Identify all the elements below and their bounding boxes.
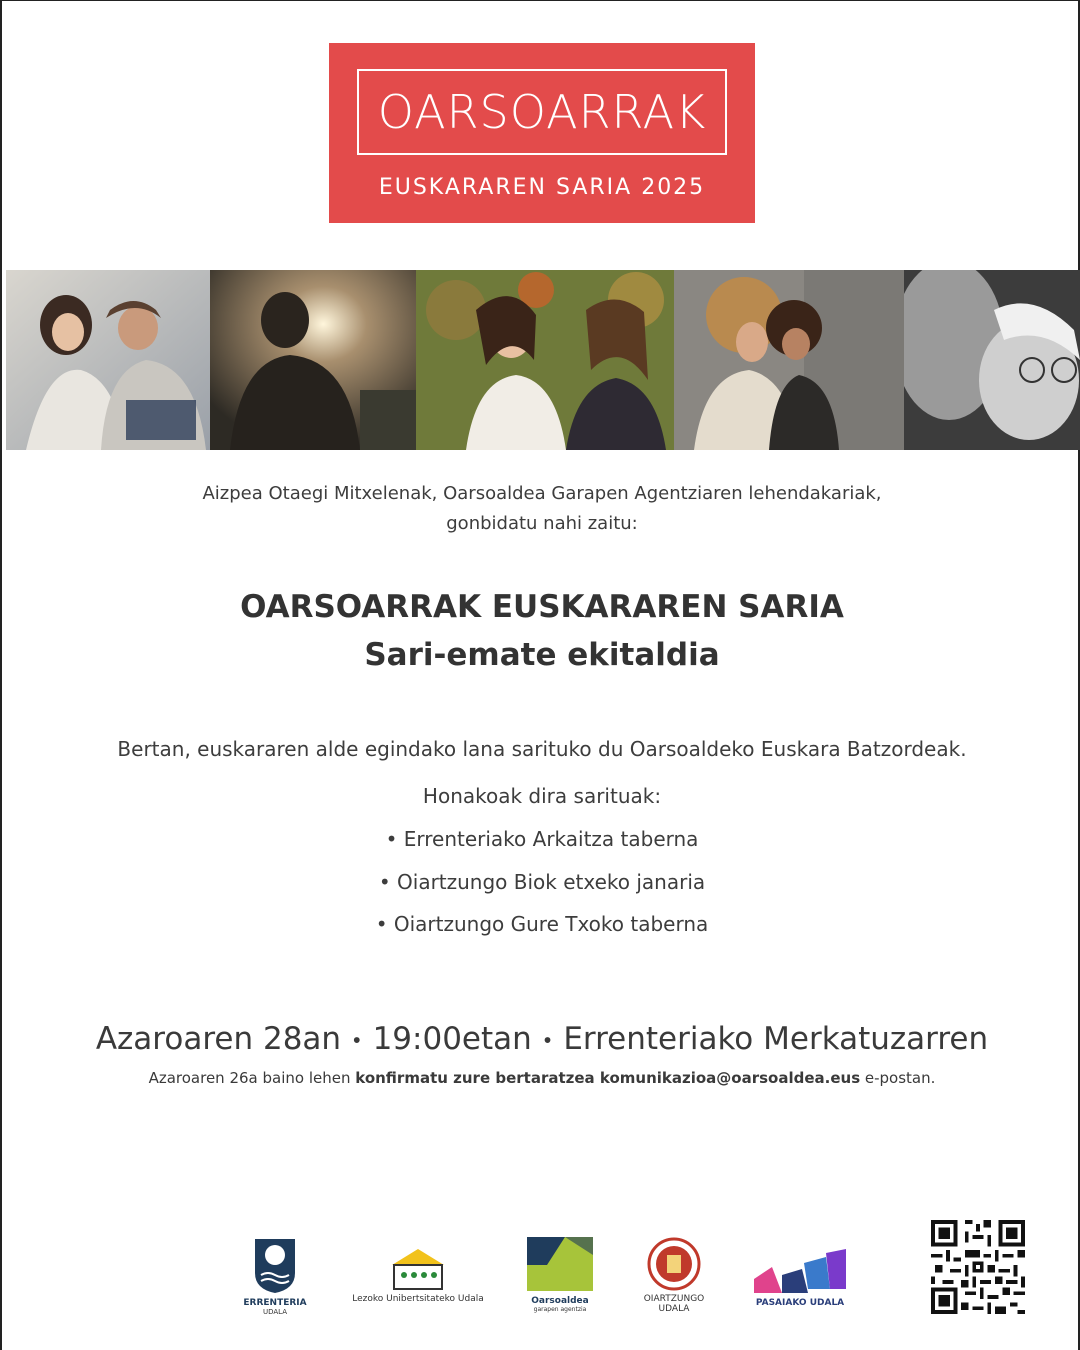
oiartzun-label: OIARTZUNGO [643, 1294, 705, 1304]
lezo-building-icon [388, 1247, 448, 1291]
logo-title: OARSOARRAK [377, 85, 707, 139]
event-separator: • [350, 1028, 363, 1053]
oarsoaldea-logo [522, 1235, 598, 1313]
photo-elderly-couple [904, 270, 1080, 450]
confirm-text [2, 1069, 1080, 1087]
event-date: Azaroaren 28an [95, 1021, 342, 1057]
event-details [2, 1021, 1080, 1057]
logo-frame [357, 69, 727, 155]
oiartzun-logo [638, 1237, 710, 1314]
oarsoaldea-label: Oarsoaldea [531, 1296, 589, 1306]
errenteria-shield-icon [253, 1237, 297, 1295]
qr-code-icon[interactable] [931, 1220, 1025, 1314]
winner-item: • Oiartzungo Gure Txoko taberna [375, 912, 709, 936]
confirm-suffix: e-postan. [860, 1069, 936, 1087]
pasaia-shapes-icon [752, 1249, 848, 1295]
event-time: 19:00etan [372, 1021, 532, 1057]
oarsoarrak-logo [329, 43, 755, 223]
winners-intro: Honakoak dira sarituak: [422, 784, 662, 808]
photo-couple [6, 270, 210, 450]
winner-item: • Oiartzungo Biok etxeko janaria [378, 870, 706, 894]
photo-sunset-man [210, 270, 416, 450]
photo-two-women [416, 270, 674, 450]
errenteria-label: ERRENTERIA [243, 1298, 307, 1308]
errenteria-logo [242, 1237, 308, 1316]
event-headline [2, 583, 1080, 679]
pasaia-label: PASAIAKO UDALA [755, 1298, 845, 1308]
headline-subtitle: Sari-emate ekitaldia [364, 637, 720, 673]
oarsoaldea-sublabel: garapen agentzia [533, 1306, 587, 1313]
pasaia-logo [750, 1249, 850, 1308]
oarsoaldea-mark-icon [525, 1235, 595, 1293]
oiartzun-sublabel: UDALA [658, 1304, 690, 1314]
oiartzun-seal-icon [647, 1237, 701, 1291]
logo-subtitle: EUSKARAREN SARIA 2025 [378, 175, 706, 200]
photo-mother-child [674, 270, 904, 450]
lezo-logo [346, 1247, 490, 1304]
event-separator: • [541, 1028, 554, 1053]
confirm-email-link[interactable]: konfirmatu zure bertaratzea komunikazioa@oarsoaldea.eus [355, 1069, 861, 1087]
confirm-prefix: Azaroaren 26a baino lehen [148, 1069, 356, 1087]
invite-line-1: Aizpea Otaegi Mitxelenak, Oarsoaldea Garapen Agentziaren lehendakariak, [202, 483, 882, 504]
errenteria-sublabel: UDALA [262, 1308, 288, 1316]
invite-text [2, 479, 1080, 539]
headline-title: OARSOARRAK EUSKARAREN SARIA [240, 589, 844, 625]
invite-line-2: gonbidatu nahi zaitu: [446, 513, 638, 534]
body-text: Bertan, euskararen alde egindako lana sarituko du Oarsoaldeko Euskara Batzordeak. [117, 737, 967, 761]
event-place: Errenteriako Merkatuzarren [563, 1021, 989, 1057]
lezo-label: Lezoko Unibertsitateko Udala [352, 1294, 484, 1304]
photo-strip [6, 270, 1080, 450]
winner-item: • Errenteriako Arkaitza taberna [385, 827, 699, 851]
